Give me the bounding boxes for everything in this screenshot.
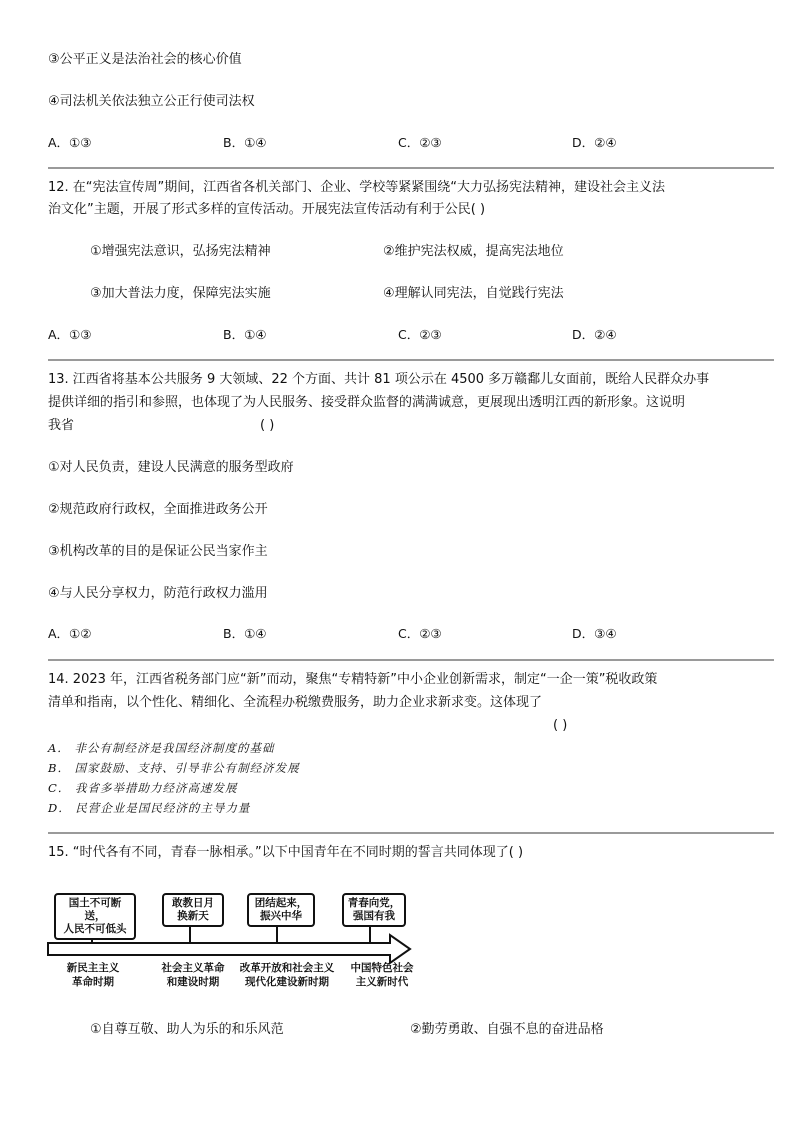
timeline-figure <box>40 885 420 995</box>
slogan-line: 换新天 <box>177 910 209 922</box>
timeline-period-3 <box>228 961 346 989</box>
q11-choice-d: D．②④ <box>572 135 617 150</box>
slogan-line: 人民不可低头 <box>63 923 127 935</box>
q12-choice-c: C．②③ <box>398 327 442 342</box>
period-line: 中国特色社会 <box>350 962 414 974</box>
timeline-period-4 <box>340 961 424 989</box>
divider <box>48 167 774 169</box>
q11-option-4: ④司法机关依法独立公正行使司法权 <box>48 94 255 109</box>
q14-option-a: A． 非公有制经济是我国经济制度的基础 <box>48 741 275 755</box>
timeline-slogan-2 <box>162 893 224 927</box>
q12-option-4: ④理解认同宪法，自觉践行宪法 <box>383 286 564 301</box>
q13-option-3: ③机构改革的目的是保证公民当家作主 <box>48 544 268 559</box>
q13-option-2: ②规范政府行政权，全面推进政务公开 <box>48 502 268 517</box>
slogan-line: 敢教日月 <box>172 897 214 909</box>
q12-option-1: ①增强宪法意识，弘扬宪法精神 <box>90 244 271 259</box>
slogan-line: 国土不可断送， <box>68 897 122 922</box>
q12-choice-a: A．①③ <box>48 327 92 342</box>
period-line: 革命时期 <box>72 976 114 988</box>
period-line: 社会主义革命 <box>161 962 225 974</box>
q11-choice-b: B．①④ <box>223 135 267 150</box>
q14-stem-line1: 14. 2023 年，江西省税务部门应“新”而动，聚焦“专精特新”中小企业创新需求，制定“一企一策”税收政策 <box>48 672 658 687</box>
period-line: 主义新时代 <box>355 976 409 988</box>
timeline-slogan-3 <box>247 893 315 927</box>
q13-choice-a: A．①② <box>48 626 92 641</box>
period-line: 改革开放和社会主义 <box>239 962 335 974</box>
q15-option-1: ①自尊互敬、助人为乐的和乐风范 <box>90 1022 284 1037</box>
timeline-slogan-4 <box>342 893 406 927</box>
period-line: 和建设时期 <box>166 976 220 988</box>
q12-option-3: ③加大普法力度，保障宪法实施 <box>90 286 271 301</box>
q13-stem-line1: 13. 江西省将基本公共服务 9 大领域、22 个方面、共计 81 项公示在 4500 多万赣鄱儿女面前，既给人民群众办事 <box>48 372 710 387</box>
slogan-line: 强国有我 <box>353 910 395 922</box>
q13-choice-c: C．②③ <box>398 626 442 641</box>
slogan-line: 振兴中华 <box>260 910 302 922</box>
timeline-period-1 <box>48 961 138 989</box>
q14-stem-line2: 清单和指南，以个性化、精细化、全流程办税缴费服务，助力企业求新求变。这体现了 <box>48 695 543 710</box>
q13-option-4: ④与人民分享权力，防范行政权力滥用 <box>48 586 268 601</box>
timeline-slogan-1 <box>54 893 136 940</box>
q12-choice-d: D．②④ <box>572 327 617 342</box>
q11-choice-a: A．①③ <box>48 135 92 150</box>
q14-answer-paren: ( ) <box>553 718 568 733</box>
q11-option-3: ③公平正义是法治社会的核心价值 <box>48 52 242 67</box>
q13-choice-d: D．③④ <box>572 626 617 641</box>
q13-choice-b: B．①④ <box>223 626 267 641</box>
q14-option-b: B． 国家鼓励、支持、引导非公有制经济发展 <box>48 761 300 775</box>
q14-option-d: D． 民营企业是国民经济的主导力量 <box>48 801 251 815</box>
divider <box>48 659 774 661</box>
q14-option-c: C． 我省多举措助力经济高速发展 <box>48 781 238 795</box>
timeline-period-2 <box>152 961 234 989</box>
period-line: 现代化建设新时期 <box>245 976 329 988</box>
period-line: 新民主主义 <box>66 962 120 974</box>
q13-option-1: ①对人民负责，建设人民满意的服务型政府 <box>48 460 294 475</box>
slogan-line: 青春向党， <box>347 897 401 909</box>
q15-stem: 15. “时代各有不同，青春一脉相承。”以下中国青年在不同时期的誓言共同体现了( ) <box>48 845 524 860</box>
q15-option-2: ②勤劳勇敢、自强不息的奋进品格 <box>410 1022 604 1037</box>
q12-option-2: ②维护宪法权威，提高宪法地位 <box>383 244 564 259</box>
q13-answer-paren: ( ) <box>260 418 275 433</box>
q12-choice-b: B．①④ <box>223 327 267 342</box>
q12-stem-line2: 治文化”主题，开展了形式多样的宣传活动。开展宪法宣传活动有利于公民( ) <box>48 202 486 217</box>
q12-stem-line1: 12. 在“宪法宣传周”期间，江西省各机关部门、企业、学校等紧紧围绕“大力弘扬宪法精神，建设社会主义法 <box>48 180 666 195</box>
divider <box>48 359 774 361</box>
q11-choice-c: C．②③ <box>398 135 442 150</box>
q13-stem-line2: 提供详细的指引和参照，也体现了为人民服务、接受群众监督的满满诚意，更展现出透明江西的新形象。这说明 <box>48 395 686 410</box>
q13-stem-line3: 我省 <box>48 418 75 433</box>
slogan-line: 团结起来， <box>254 897 308 909</box>
divider <box>48 832 774 834</box>
